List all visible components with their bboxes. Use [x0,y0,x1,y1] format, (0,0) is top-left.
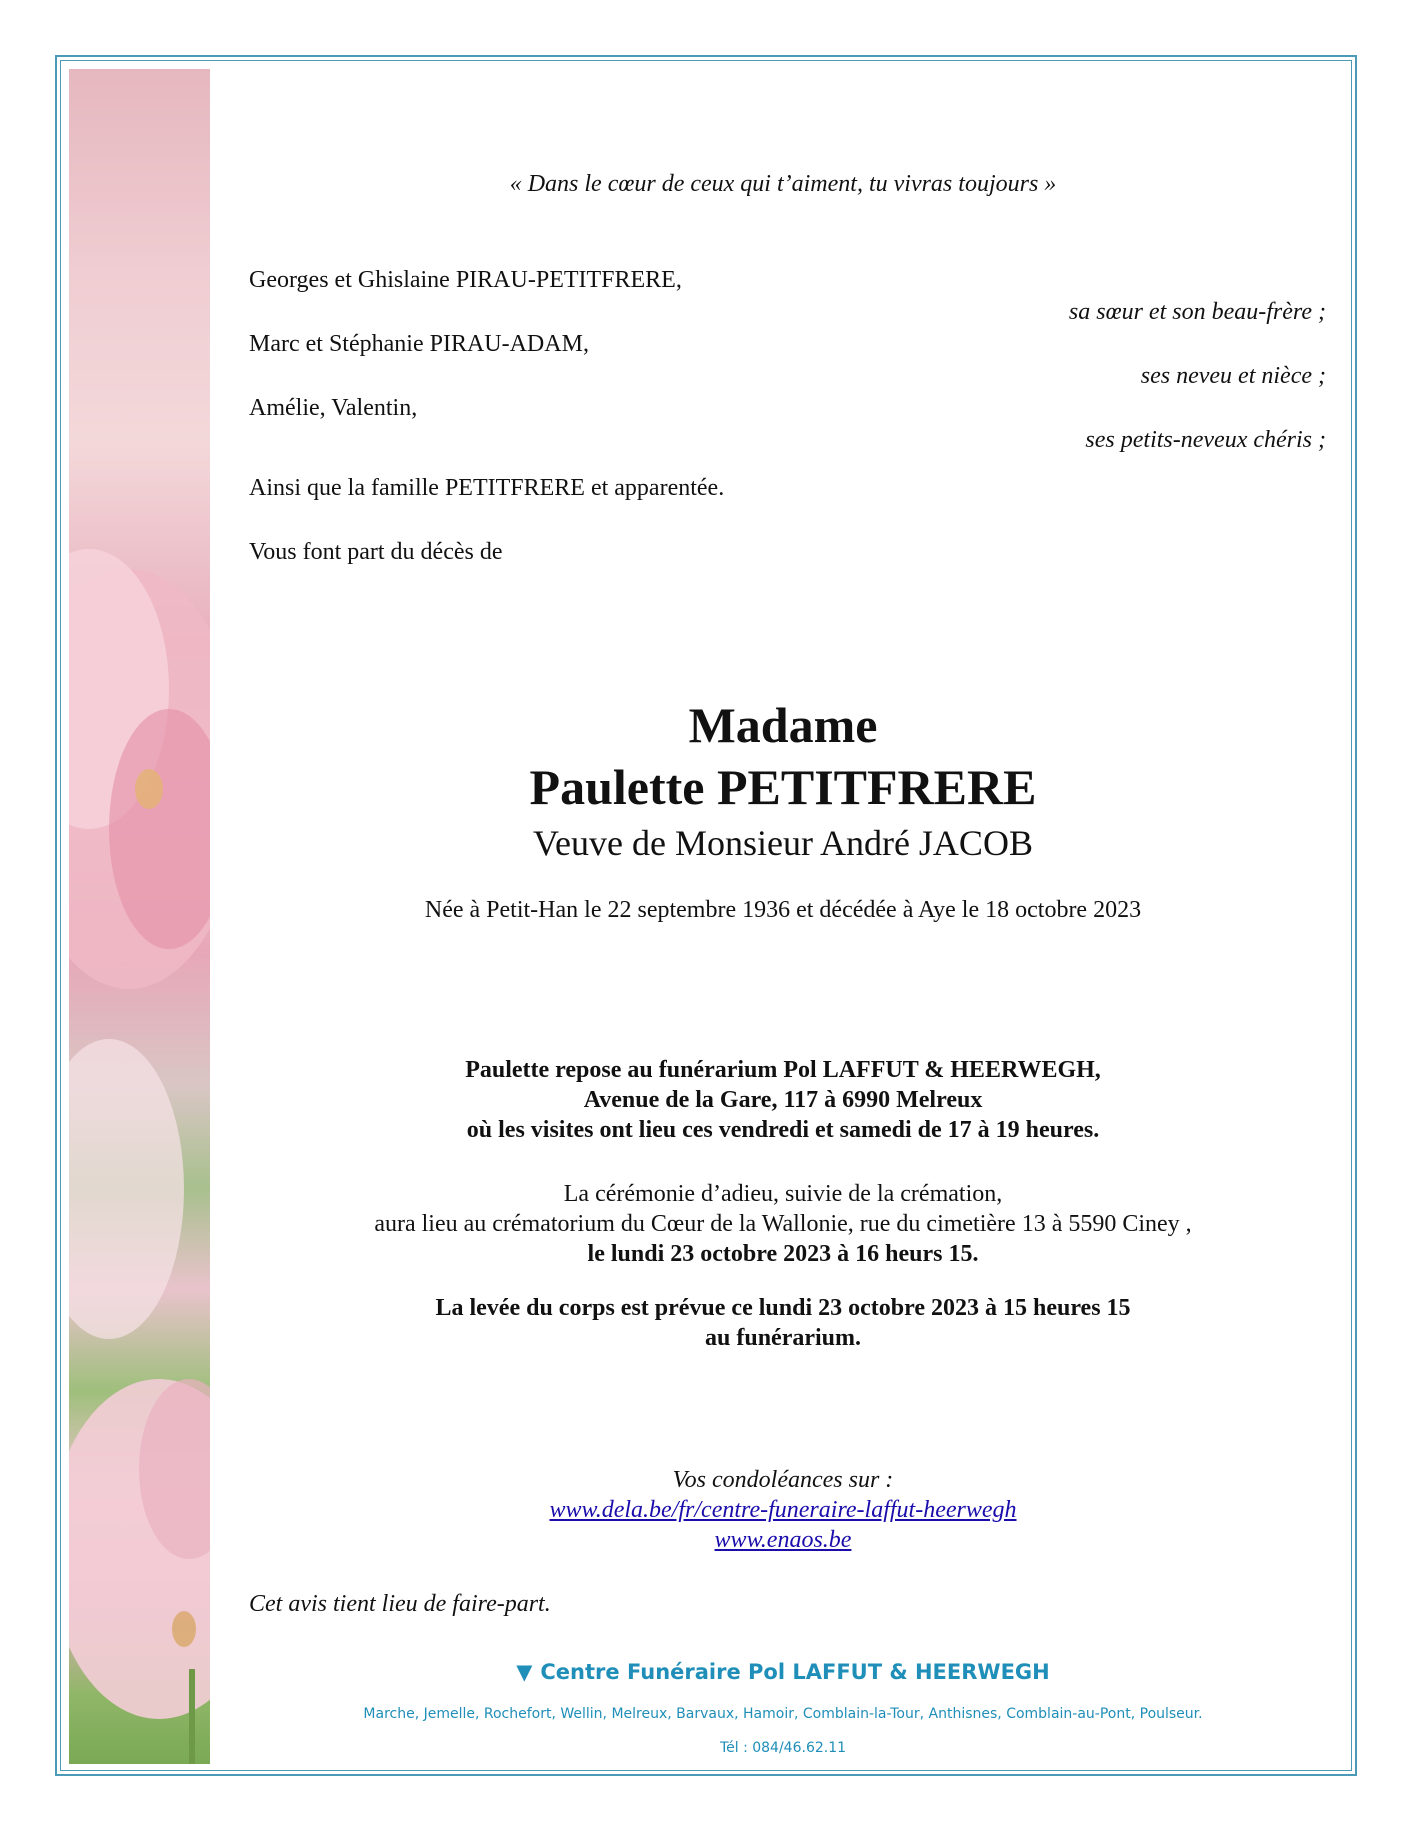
footer-title-block [218,1660,1348,1684]
visits-line-1: Paulette repose au funérarium Pol LAFFUT & HEERWEGH, [465,1057,1101,1083]
ceremony-line-1: La cérémonie d’adieu, suivie de la crémation, [563,1181,1003,1207]
family-relation-1: sa sœur et son beau-frère ; [1068,299,1326,325]
extended-family: Ainsi que la famille PETITFRERE et apparentée. [249,475,725,501]
announcement-line: Vous font part du décès de [249,539,503,565]
condolences-label: Vos condoléances sur : [672,1467,894,1493]
footer-title: Centre Funéraire Pol LAFFUT & HEERWEGH [540,1660,1050,1684]
triangle-down-icon: ▼ [516,1660,533,1684]
ceremony-line-2: aura lieu au crématorium du Cœur de la Wallonie, rue du cimetière 13 à 5590 Ciney , [374,1211,1192,1237]
footer-phone: Tél : 084/46.62.11 [719,1740,847,1756]
floral-side-image [69,69,210,1764]
family-relation-3: ses petits-neveux chéris ; [1085,427,1326,453]
condolences-link-dela[interactable]: www.dela.be/fr/centre-funeraire-laffut-heerwegh [549,1497,1017,1523]
ceremony-line-3: le lundi 23 octobre 2023 à 16 heurs 15. [587,1241,979,1267]
visits-line-2: Avenue de la Gare, 117 à 6990 Melreux [583,1087,983,1113]
deceased-dates: Née à Petit-Han le 22 septembre 1936 et décédée à Aye le 18 octobre 2023 [424,897,1142,923]
notice-line: Cet avis tient lieu de faire-part. [249,1591,551,1617]
condolences-link-enaos[interactable]: www.enaos.be [714,1527,852,1553]
footer-locations: Marche, Jemelle, Rochefort, Wellin, Melreux, Barvaux, Hamoir, Comblain-la-Tour, Anthisnes, Comblain-au-Pont, Poulseur. [363,1706,1203,1722]
deceased-widow: Veuve de Monsieur André JACOB [533,823,1033,863]
visits-line-3: où les visites ont lieu ces vendredi et samedi de 17 à 19 heures. [466,1117,1100,1143]
deceased-name: Paulette PETITFRERE [529,759,1037,815]
family-names-2: Marc et Stéphanie PIRAU-ADAM, [249,331,589,357]
levee-line-1: La levée du corps est prévue ce lundi 23 octobre 2023 à 15 heures 15 [435,1295,1131,1321]
family-names-1: Georges et Ghislaine PIRAU-PETITFRERE, [249,267,682,293]
opening-quote: « Dans le cœur de ceux qui t’aiment, tu vivras toujours » [509,171,1057,197]
levee-line-2: au funérarium. [705,1325,861,1351]
deceased-title: Madame [688,697,878,753]
family-names-3: Amélie, Valentin, [249,395,418,421]
family-relation-2: ses neveu et nièce ; [1140,363,1326,389]
